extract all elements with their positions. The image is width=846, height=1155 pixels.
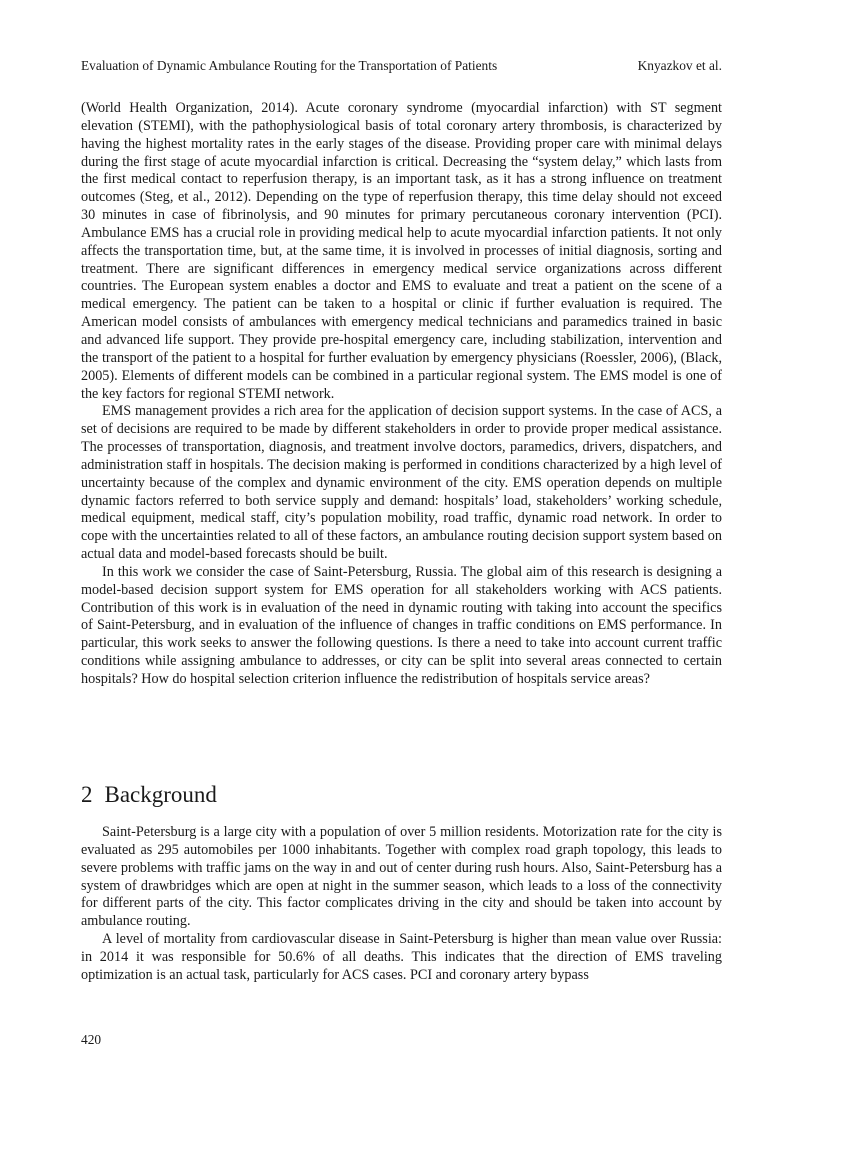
running-header — [81, 58, 722, 74]
paragraph: (World Health Organization, 2014). Acute coronary syndrome (myocardial infarction) with ST segment elevation (STEMI), with the pathophysiological basis of total coronary artery thrombosis, is characterized by having the highest mortality rates in the early stages of the disease. Providing proper care with minimal delays during the first stage of acute myocardial infarction is critical. Decreasing the “system delay,” which lasts from the first medical contact to reperfusion therapy, is an important task, as it has a strong influence on treatment outcomes (Steg, et al., 2012). Depending on the type of reperfusion therapy, this time delay should not exceed 30 minutes in case of fibrinolysis, and 90 minutes for primary percutaneous coronary intervention (PCI). Ambulance EMS has a crucial role in providing medical help to acute myocardial infarction patients. It not only affects the transportation time, but, at the same time, it is involved in processes of initial diagnosis, sorting and treatment. There are significant differences in emergency medical service organizations across different countries. The European system enables a doctor and EMS to evaluate and treat a patient on the scene of a medical emergency. The patient can be taken to a hospital or clinic if further evaluation is required. The American model consists of ambulances with emergency medical technicians and paramedics trained in basic and advanced life support. They provide pre-hospital emergency care, including stabilization, intervention and the transport of the patient to a hospital for further evaluation by emergency physicians (Roessler, 2006), (Black, 2005). Elements of different models can be combined in a particular regional system. The EMS model is one of the key factors for regional STEMI network. — [81, 100, 722, 402]
paragraph: Saint-Petersburg is a large city with a population of over 5 million residents. Motorization rate for the city is evaluated as 295 automobiles per 1000 inhabitants. Together with complex road graph topology, this leads to severe problems with traffic jams on the way in and out of center during rush hours. Also, Saint-Petersburg has a system of drawbridges which are open at night in the summer season, which leads to a loss of the connectivity for different parts of the city. This factor complicates driving in the city and should be taken into account by ambulance routing. — [81, 824, 722, 930]
running-authors: Knyazkov et al. — [637, 58, 722, 73]
section-heading — [81, 782, 217, 808]
section-number: 2 — [81, 782, 93, 807]
section-title: Background — [104, 782, 217, 807]
page-number: 420 — [81, 1032, 102, 1047]
paragraph: EMS management provides a rich area for the application of decision support systems. In the case of ACS, a set of decisions are required to be made by different stakeholders in order to provide proper medical assistance. The processes of transportation, diagnosis, and treatment involve doctors, paramedics, drivers, dispatchers, and administration staff in hospitals. The decision making is performed in conditions characterized by a high level of uncertainty because of the complex and dynamic environment of the city. EMS operation depends on multiple dynamic factors referred to both service supply and demand: hospitals’ load, stakeholders’ working schedule, medical equipment, medical staff, city’s population mobility, road traffic, dynamic road network. In order to cope with the uncertainties related to all of these factors, an ambulance routing decision support system based on actual data and model-based forecasts should be built. — [81, 403, 722, 563]
running-title: Evaluation of Dynamic Ambulance Routing for the Transportation of Patients — [81, 58, 498, 73]
background-body — [81, 824, 722, 985]
intro-body — [81, 100, 722, 689]
paragraph: A level of mortality from cardiovascular disease in Saint-Petersburg is higher than mean value over Russia: in 2014 it was responsible for 50.6% of all deaths. This indicates that the direction of EMS traveling optimization is an actual task, particularly for ACS cases. PCI and coronary artery bypass — [81, 931, 722, 983]
paragraph: In this work we consider the case of Saint-Petersburg, Russia. The global aim of this research is designing a model-based decision support system for EMS operation for all stakeholders working with ACS patients. Contribution of this work is in evaluation of the need in dynamic routing with taking into account the specifics of Saint-Petersburg, and in evaluation of the influence of changes in traffic conditions on EMS performance. In particular, this work seeks to answer the following questions. Is there a need to take into account current traffic conditions while assigning ambulance to addresses, or city can be split into several areas connected to certain hospitals? How do hospital selection criterion influence the redistribution of hospitals service areas? — [81, 563, 722, 687]
